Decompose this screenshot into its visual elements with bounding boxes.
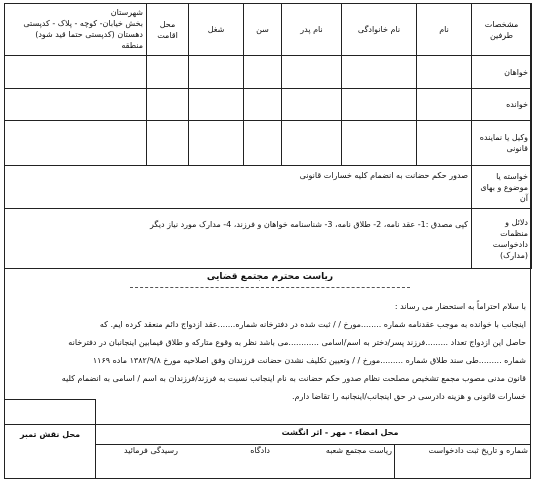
header-address — [5, 4, 147, 56]
refer-label: رسیدگی فرمائید — [124, 446, 178, 455]
reg-divider — [394, 444, 395, 479]
header-first-name: نام — [417, 4, 472, 56]
header-last-name: نام خانوادگی — [342, 4, 417, 56]
evidence-value[interactable]: کپی مصدق :1- عقد نامه، 2- طلاق نامه، 3- شناسنامه خواهان و فرزند، 4- مدارک مورد نیاز دیگر — [5, 209, 472, 269]
address-line-4: منطقه — [121, 41, 143, 50]
header-parties: مشخصات طرفین — [472, 4, 532, 56]
petition-title: ریاست محترم مجتمع قضایی — [206, 272, 334, 282]
signature-label: محل امضاء - مهر - اثر انگشت — [281, 428, 399, 437]
body-line-4: قانون مدنی مصوب مجمع تشخیص مصلحت نظام صدور حکم حضانت به نام اینجانب نسبت به فرزند/فرزندان به اسم / اسامی به انضمام کلیه — [61, 374, 526, 383]
plaintiff-first-name[interactable] — [417, 56, 472, 89]
plaintiff-job[interactable] — [189, 56, 244, 89]
body-line-3: شماره .........طی سند طلاق شماره .........مورخ / / وتعیین تکلیف نشدن حضانت فرزندان وفق اصلاحیه مورخ ۱۳۸۲/۹/۸ ماده ۱۱۶۹ — [92, 356, 526, 365]
stamp-box-top — [4, 399, 95, 400]
lawyer-age[interactable] — [244, 121, 282, 166]
lawyer-last-name[interactable] — [342, 121, 417, 166]
row-defendant-label: خوانده — [472, 89, 532, 121]
header-job: شغل — [189, 4, 244, 56]
defendant-father-name[interactable] — [282, 89, 342, 121]
defendant-job[interactable] — [189, 89, 244, 121]
address-line-2: بخش خیابان- کوچه - پلاک - کدپستی — [23, 19, 143, 28]
defendant-residence[interactable] — [147, 89, 189, 121]
court-head-label: ریاست مجتمع شعبه — [325, 446, 392, 455]
body-line-2: حاصل این ازدواج تعداد .........فرزند پسر/دختر به اسم/اسامی ............می باشد نظر به وقوع متارکه و طلاق فیمابین اینجانبان در دفترخانه — [68, 338, 526, 347]
title-divider — [130, 287, 410, 288]
header-father-name: نام پدر — [282, 4, 342, 56]
row-evidence-label: دلائل و منظمات دادخواست (مدارک) — [472, 209, 532, 269]
lawyer-residence[interactable] — [147, 121, 189, 166]
plaintiff-last-name[interactable] — [342, 56, 417, 89]
row-request-label: خواسته یا موضوع و بهای آن — [472, 166, 532, 209]
plaintiff-father-name[interactable] — [282, 56, 342, 89]
body-line-1: اینجانب با خوانده به موجب عقدنامه شماره ........مورخ / / ثبت شده در دفترخانه شماره.......عقد ازدواج دائم منعقد کرده ایم. که — [99, 320, 526, 329]
plaintiff-residence[interactable] — [147, 56, 189, 89]
defendant-last-name[interactable] — [342, 89, 417, 121]
address-line-1: شهرستان — [110, 8, 143, 17]
row-lawyer-label: وکیل یا نماینده قانونی — [472, 121, 532, 166]
footer-divider — [4, 424, 531, 425]
defendant-address[interactable] — [5, 89, 147, 121]
defendant-first-name[interactable] — [417, 89, 472, 121]
footer-row-divider — [96, 444, 531, 445]
lawyer-address[interactable] — [5, 121, 147, 166]
header-residence: محل اقامت — [147, 4, 189, 56]
parties-table — [4, 3, 532, 269]
row-plaintiff-label: خواهان — [472, 56, 532, 89]
address-line-3: دهستان (کدپستی حتما قید شود) — [35, 30, 143, 39]
request-value[interactable]: صدور حکم حضانت به انضمام کلیه خسارات قانونی — [5, 166, 472, 209]
lawyer-first-name[interactable] — [417, 121, 472, 166]
lawyer-father-name[interactable] — [282, 121, 342, 166]
reg-number-label: شماره و تاریخ ثبت دادخواست — [428, 446, 528, 455]
greeting-line: با سلام احتراماً به استحضار می رساند : — [394, 302, 526, 311]
stamp-box-border — [95, 399, 96, 479]
stamp-label: محل نقش تمبر — [19, 430, 81, 439]
defendant-age[interactable] — [244, 89, 282, 121]
court-label: دادگاه — [250, 446, 270, 455]
lawyer-job[interactable] — [189, 121, 244, 166]
header-age: سن — [244, 4, 282, 56]
body-line-5: خسارات قانونی و هزینه دادرسی در حق اینجانب/اینجانبه را تقاضا دارم. — [292, 392, 526, 401]
plaintiff-address[interactable] — [5, 56, 147, 89]
plaintiff-age[interactable] — [244, 56, 282, 89]
